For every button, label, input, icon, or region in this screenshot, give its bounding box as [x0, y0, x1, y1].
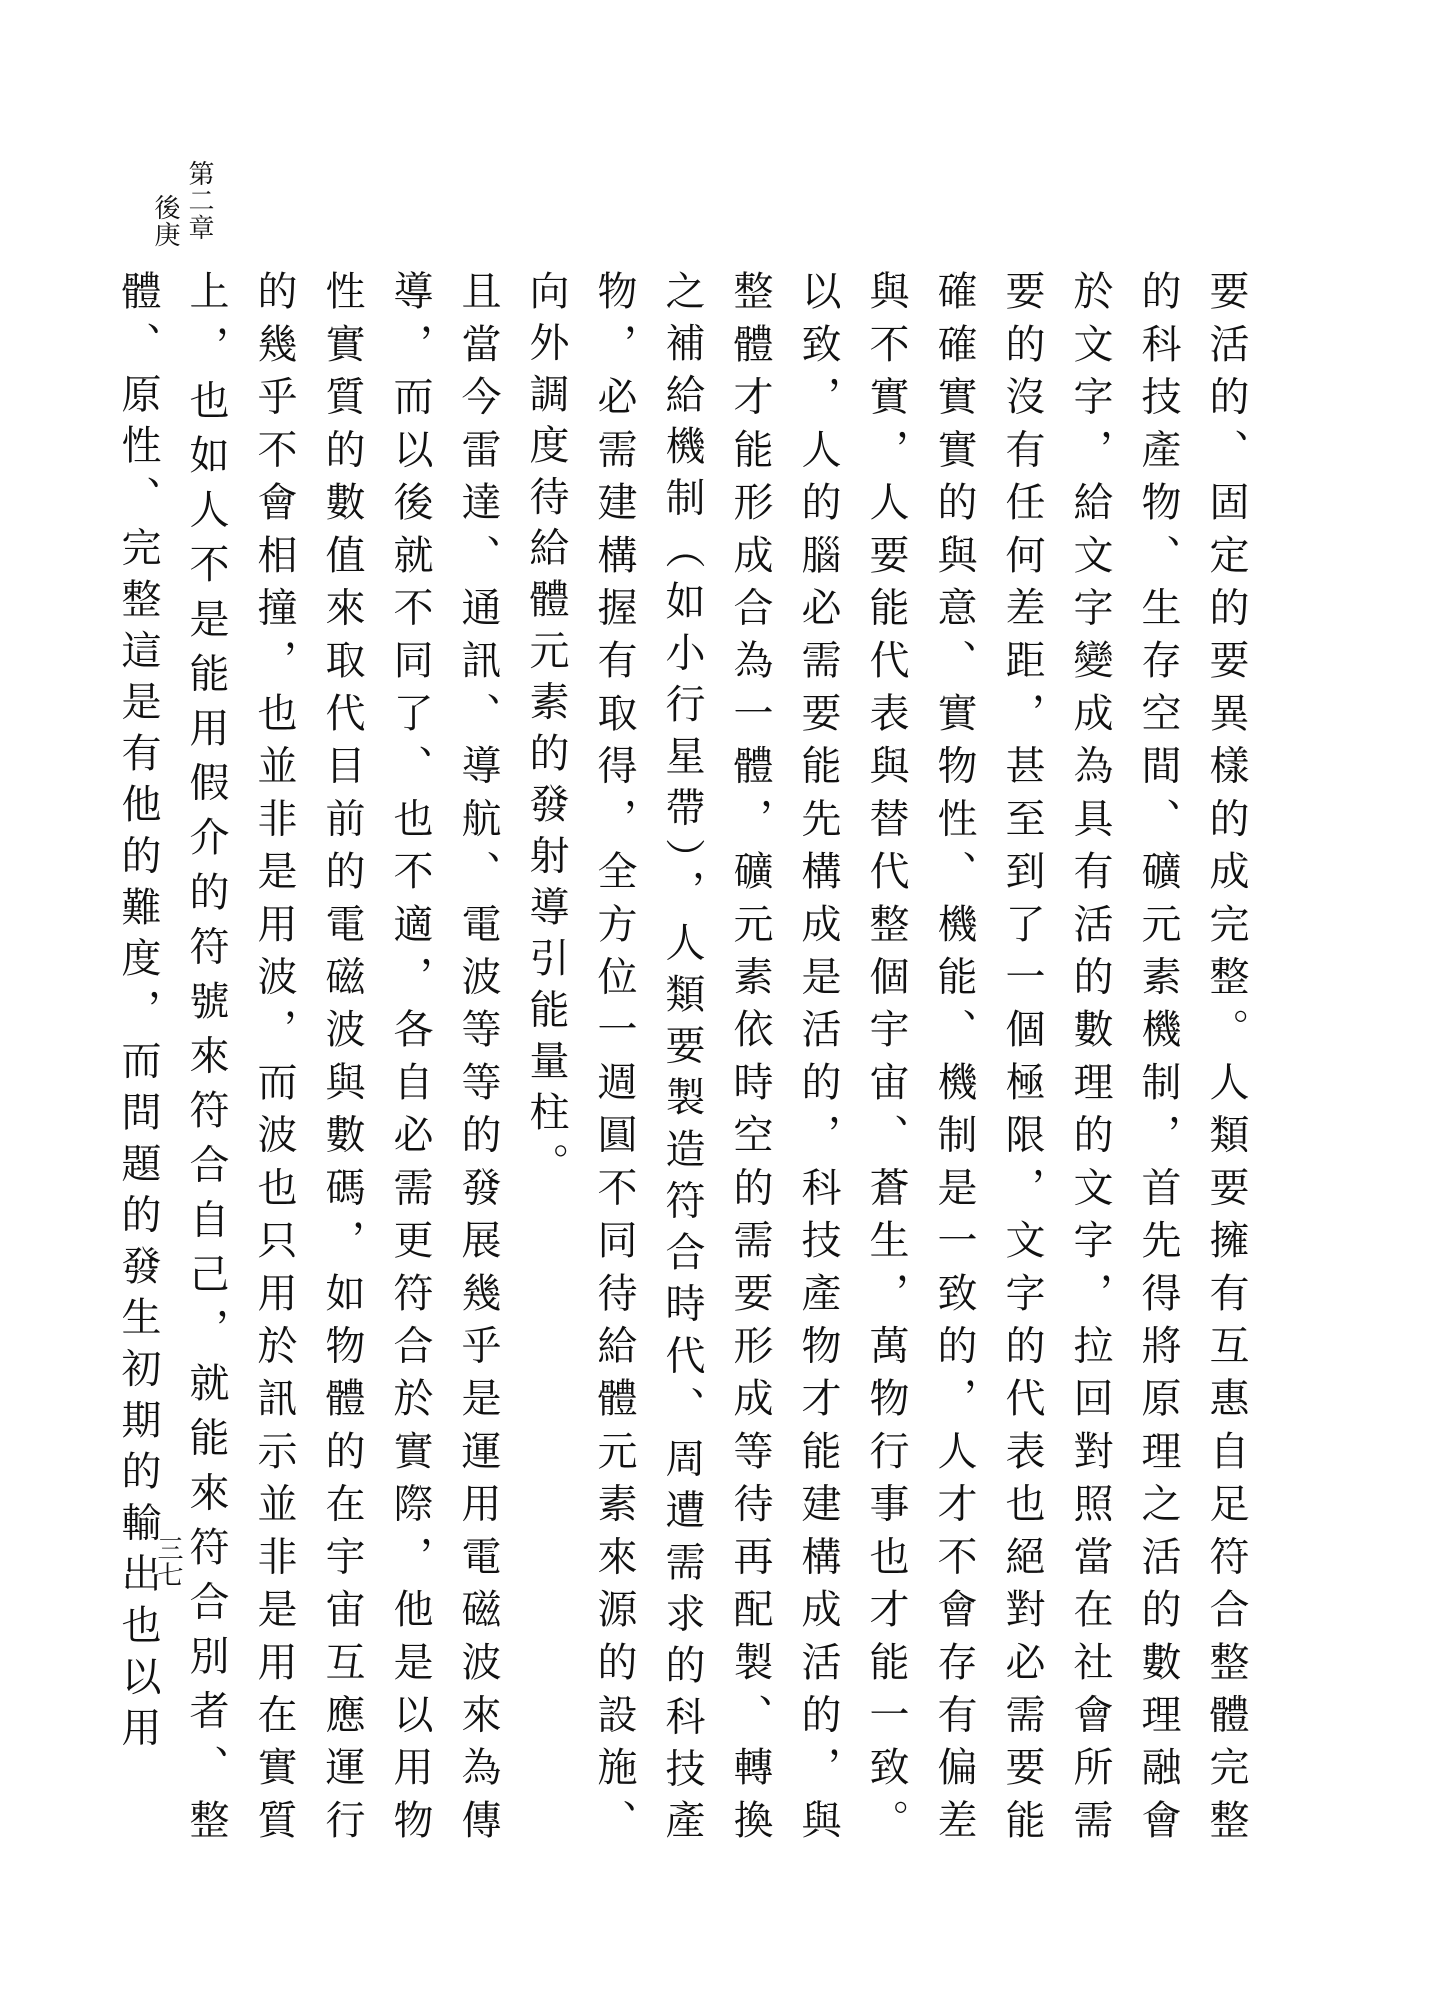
author-label: 後庚 — [150, 194, 180, 248]
paragraph: 要活的、固定的要異樣的成完整。人類要擁有互惠自足符合整體完整的科技產物、生存空間、礦元素機制，首先得將原理之活的數理融會於文字，給文字變成為具有活的數理的文字，拉回對照當在社會所需要的沒有任何差距，甚至到了一個極限，文字的代表也絕對必需要能確確實實的與意、實物性、機能、機制是一致的，人才不會存有偏差與不實，人要能代表與替代整個宇宙、蒼生，萬物行事也才能一致。以致，人的腦必需要能先構成是活的，科技產物才能建構成活的，與整體才能形成合為一體，礦元素依時空的需要形成等待再配製、轉換之補給機制（如小行星帶），人類要製造符合時代、周遭需求的科技產物，必需建構握有取得，全方位一週圓不同待給體元素來源的設施、向外調度待給體元素的發射導引能量柱。 — [523, 270, 1249, 1850]
paragraph: 且當今雷達、通訊、導航、電波等等的發展幾乎是運用電磁波來為傳導，而以後就不同了、也不適，各自必需更符合於實際，他是以用物性實質的數值來取代目前的電磁波與數碼，如物體的在宇宙互應運行的幾乎不會相撞，也並非是用波，而波也只用於訊示並非是用在實質上，也如人不是能用假介的符號來符合自己，就能來符合別者、整體、原性、完整這是有他的難度，而問題的發生初期的輸出也以用 — [115, 270, 501, 1850]
page-number: 三七 — [153, 1535, 183, 1587]
running-head — [148, 160, 216, 248]
chapter-label: 第二章 — [184, 160, 214, 241]
